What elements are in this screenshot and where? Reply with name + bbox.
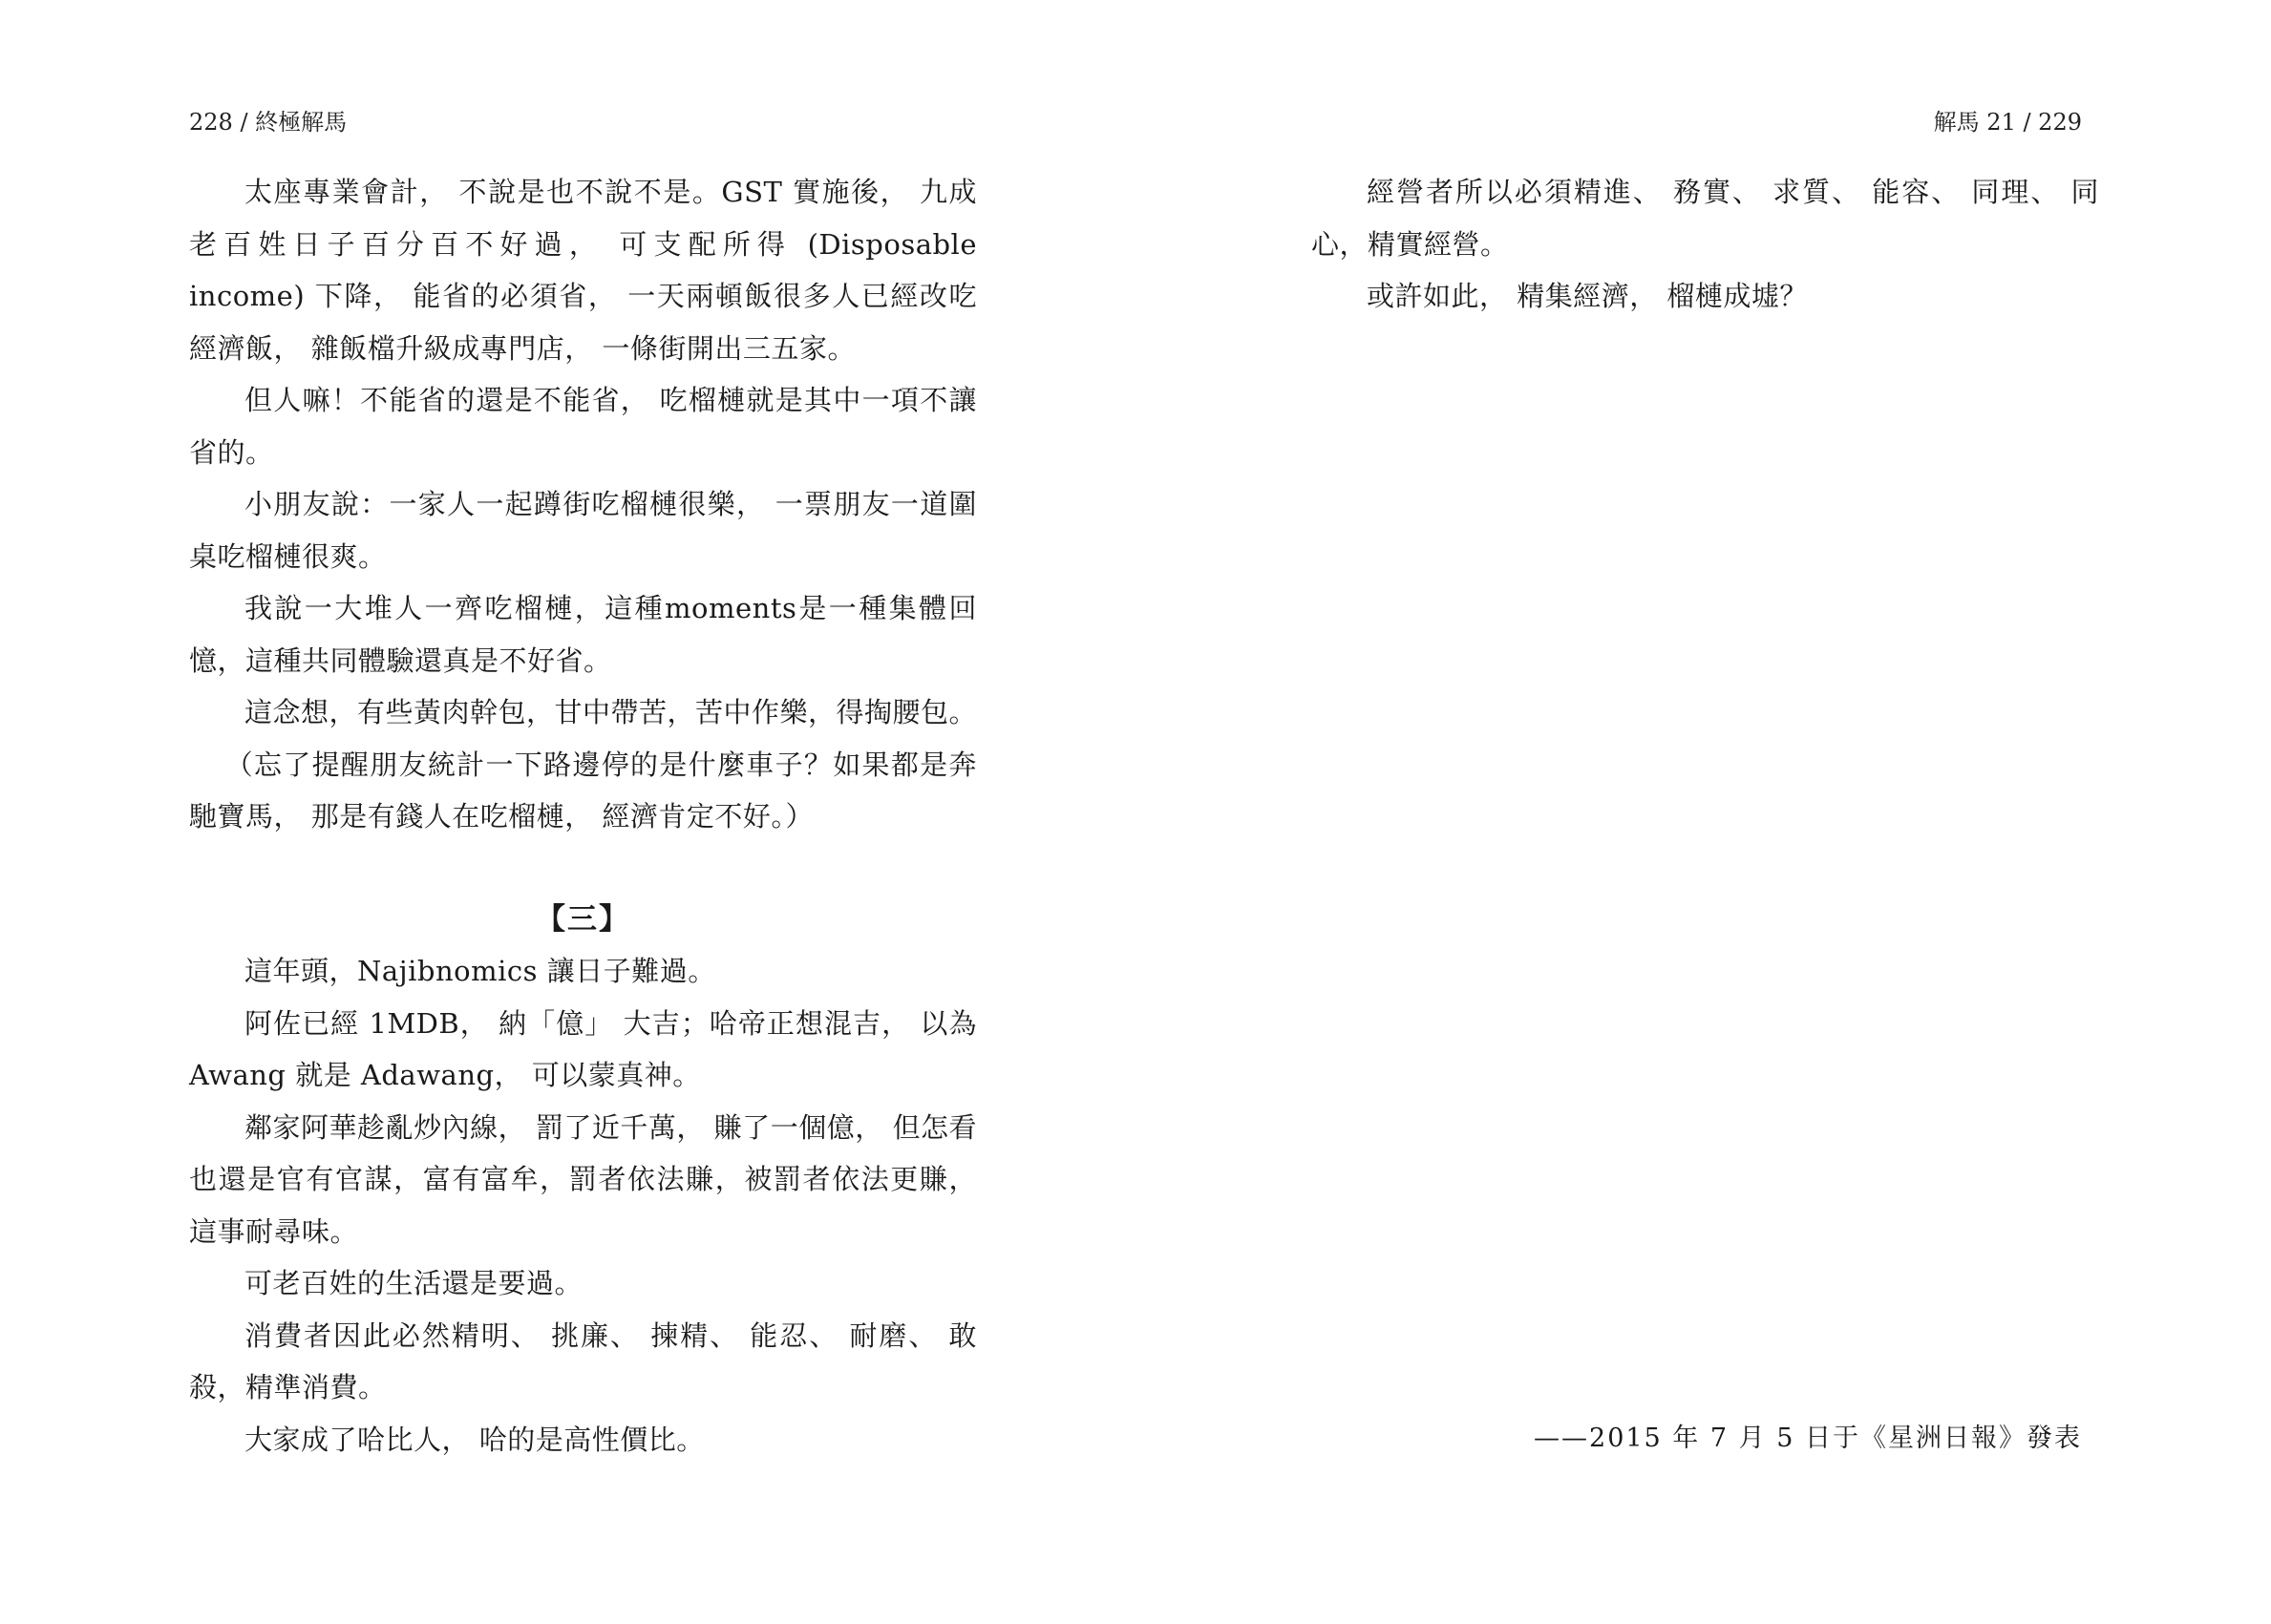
section-heading: 【三】 bbox=[536, 901, 630, 937]
right-page bbox=[1136, 0, 2271, 1624]
paragraph: 太座專業會計， 不說是也不說不是。GST 實施後， 九成老百姓日子百分百不好過， 可支配所得 (Disposable income) 下降， 能省的必須省， 一天兩頓飯很多人已經改吃經濟飯， 雜飯檔升級成專門店， 一條街開出三五家。 bbox=[189, 176, 977, 365]
paragraph: 消費者因此必然精明、 挑廉、 揀精、 能忍、 耐磨、 敢殺，精準消費。 bbox=[189, 1318, 977, 1403]
paragraph-parenthetical: （忘了提醒朋友統計一下路邊停的是什麼車子？如果都是奔馳寶馬， 那是有錢人在吃榴槤， 經濟肯定不好。） bbox=[189, 748, 977, 833]
paragraph: 這念想，有些黃肉幹包，甘中帶苦，苦中作樂，得掏腰包。 bbox=[244, 696, 978, 728]
paragraph: 小朋友說：一家人一起蹲街吃榴槤很樂， 一票朋友一道圍桌吃榴槤很爽。 bbox=[189, 488, 977, 573]
paragraph: 大家成了哈比人， 哈的是高性價比。 bbox=[244, 1423, 705, 1456]
left-page-header: 228 / 終極解馬 bbox=[189, 109, 348, 136]
paragraph: 我說一大堆人一齊吃榴槤，這種moments是一種集體回憶，這種共同體驗還真是不好省。 bbox=[189, 592, 977, 677]
publication-note: ——2015 年 7 月 5 日于《星洲日報》發表 bbox=[1534, 1424, 2082, 1453]
right-page-body bbox=[1311, 166, 2099, 323]
paragraph: 這年頭，Najibnomics 讓日子難過。 bbox=[244, 955, 716, 987]
right-page-header: 解馬 21 / 229 bbox=[1933, 109, 2082, 136]
paragraph: 或許如此， 精集經濟， 榴槤成墟？ bbox=[1367, 280, 1808, 312]
paragraph: 但人嘛！不能省的還是不能省， 吃榴槤就是其中一項不讓省的。 bbox=[189, 384, 977, 469]
paragraph: 可老百姓的生活還是要過。 bbox=[244, 1267, 584, 1299]
paragraph: 阿佐已經 1MDB， 納「億」 大吉；哈帝正想混吉， 以為 Awang 就是 Adawang， 可以蒙真神。 bbox=[189, 1006, 977, 1091]
paragraph: 經營者所以必須精進、 務實、 求質、 能容、 同理、 同心，精實經營。 bbox=[1311, 176, 2099, 261]
paragraph: 鄰家阿華趁亂炒內線， 罰了近千萬， 賺了一個億， 但怎看也還是官有官謀，富有富牟，罰者依法賺，被罰者依法更賺，這事耐尋味。 bbox=[189, 1110, 977, 1248]
left-page-body bbox=[189, 166, 977, 1466]
